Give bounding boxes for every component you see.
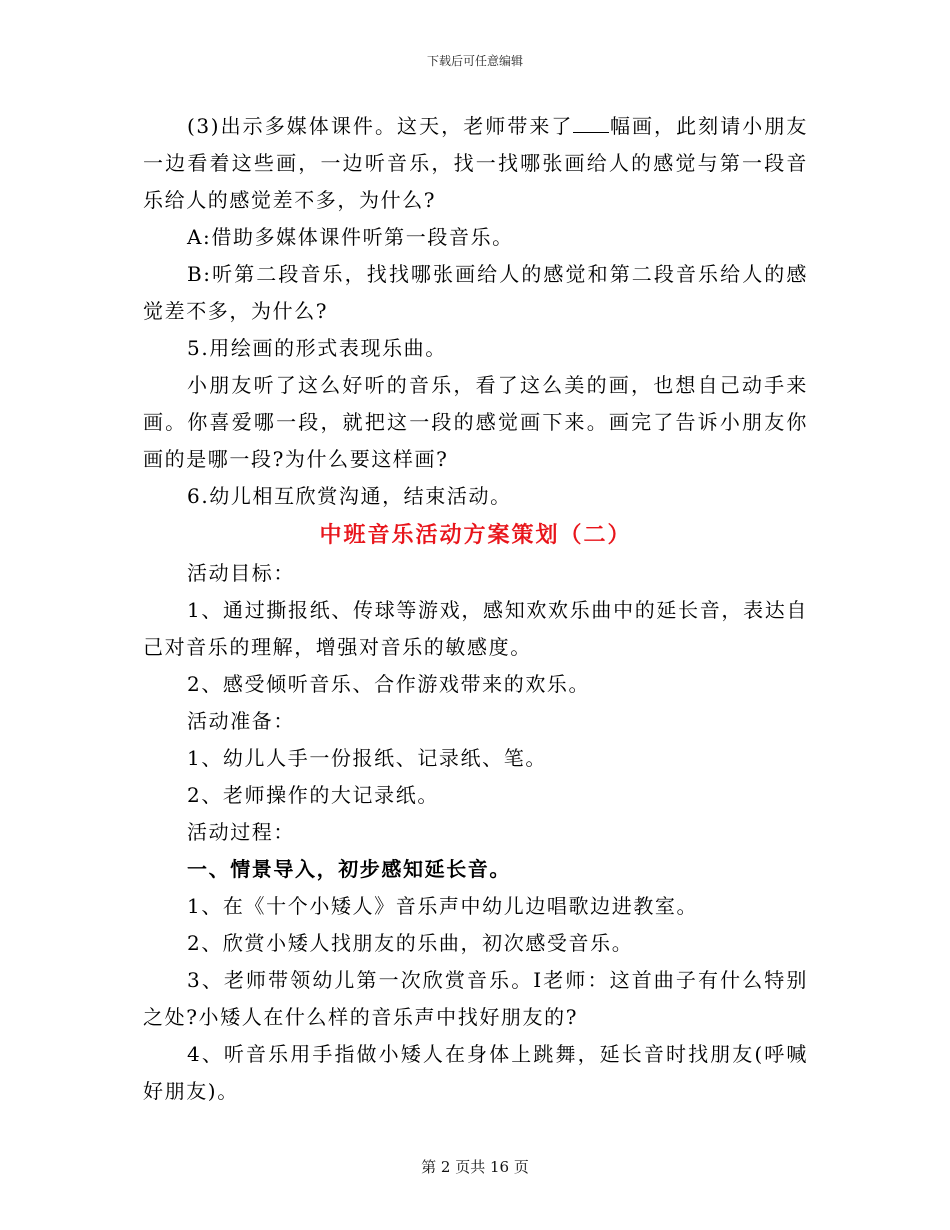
paragraph-b: B:听第二段音乐，找找哪张画给人的感觉和第二段音乐给人的感觉差不多，为什么? [143, 262, 808, 323]
process-step-3: 3、老师带领幼儿第一次欣赏音乐。I老师：这首曲子有什么特别之处?小矮人在什么样的音乐声中找好朋友的? [143, 968, 808, 1029]
page-footer: 第 2 页共 16 页 [421, 1158, 529, 1176]
step-3-text-after: 幅画，此刻请小朋友一边看着这些画，一边听音乐，找一找哪张画给人的感觉与第一段音乐给人的感觉差不多，为什么? [143, 114, 808, 212]
step-heading: 一、情景导入，初步感知延长音。 [187, 857, 511, 881]
fill-blank [573, 114, 609, 133]
prep-heading: 活动准备： [187, 709, 295, 733]
paragraph-step-3 [143, 108, 808, 219]
step-3-text-before: (3)出示多媒体课件。这天，老师带来了 [187, 114, 574, 138]
document-body [143, 108, 808, 1110]
process-step-1: 1、在《十个小矮人》音乐声中幼儿边唱歌边进教室。 [187, 894, 699, 918]
paragraph-step-5: 5.用绘画的形式表现乐曲。 [187, 336, 447, 360]
page-header: 下载后可任意编辑 [426, 54, 523, 68]
goal-heading: 活动目标： [187, 561, 295, 585]
paragraph-step-5-body: 小朋友听了这么好听的音乐，看了这么美的画，也想自己动手来画。你喜爱哪一段，就把这一段的感觉画下来。画完了告诉小朋友你画的是哪一段?为什么要这样画? [143, 373, 808, 471]
process-step-2: 2、欣赏小矮人找朋友的乐曲，初次感受音乐。 [187, 931, 634, 955]
prep-item-1: 1、幼儿人手一份报纸、记录纸、笔。 [187, 746, 547, 770]
section-title: 中班音乐活动方案策划（二） [319, 522, 632, 548]
prep-item-2: 2、老师操作的大记录纸。 [187, 783, 439, 807]
goal-item-1: 1、通过撕报纸、传球等游戏，感知欢欢乐曲中的延长音，表达自己对音乐的理解，增强对音乐的敏感度。 [143, 598, 808, 659]
goal-item-2: 2、感受倾听音乐、合作游戏带来的欢乐。 [187, 672, 591, 696]
paragraph-a: A:借助多媒体课件听第一段音乐。 [187, 225, 514, 249]
paragraph-step-6: 6.幼儿相互欣赏沟通，结束活动。 [187, 484, 512, 508]
process-heading: 活动过程： [187, 820, 295, 844]
process-step-4: 4、听音乐用手指做小矮人在身体上跳舞，延长音时找朋友(呼喊好朋友)。 [143, 1042, 808, 1103]
